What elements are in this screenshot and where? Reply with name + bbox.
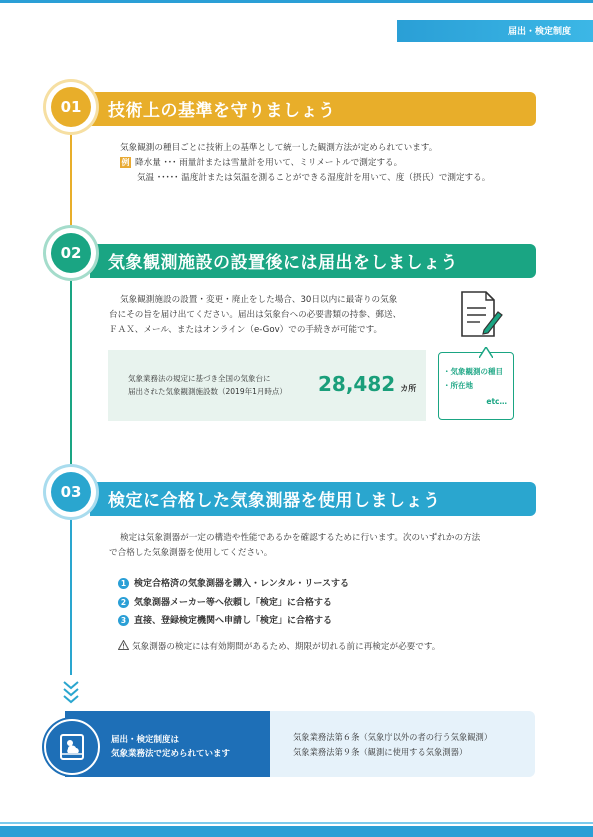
- footer-right-line-1: 気象業務法第６条（気象庁以外の者の行う気象観測）: [293, 732, 493, 742]
- chevron-down-icon: [61, 680, 81, 706]
- section-1-body: 気象観測の種目ごとに技術上の基準として統一した観測方法が定められています。: [120, 143, 438, 153]
- section-2-body-3: ＦＡＸ、メール、またはオンライン（e-Gov）での手続きが可能です。: [109, 325, 383, 335]
- section-1-badge-inner: [51, 87, 91, 127]
- example-badge: 例: [121, 158, 130, 167]
- document-icon: [458, 290, 504, 338]
- section-1-example-2: 気温 ･････ 温度計または気温を測ることができる湿度計を用いて、度（摂氏）で測定する。: [137, 173, 491, 183]
- note-etc: etc…: [486, 397, 507, 406]
- section-1-number: 01: [60, 98, 82, 116]
- section-1-example-1: [120, 156, 402, 171]
- option-1-number: 1: [118, 578, 129, 589]
- top-stripe: [0, 0, 593, 3]
- section-2-badge-inner: [51, 233, 91, 273]
- section-3-body-2: で合格した気象測器を使用してください。: [109, 548, 273, 558]
- section-1-badge: [46, 82, 96, 132]
- footer-left-line-2: 気象業務法で定められています: [111, 749, 231, 759]
- stat-box: [108, 350, 426, 421]
- section-2-body-2: 台にその旨を届け出てください。届出は気象台への必要書類の持参、郵送、: [109, 310, 402, 320]
- section-3-number: 03: [60, 483, 82, 501]
- section-1-title: 技術上の基準を守りましょう: [108, 101, 336, 121]
- stat-value-wrap: [318, 372, 416, 396]
- section-1-bar: [90, 92, 536, 126]
- section-2-title: 気象観測施設の設置後には届出をしましょう: [108, 253, 458, 273]
- connector-line-1: [70, 126, 72, 240]
- option-2-number: 2: [118, 597, 129, 608]
- connector-line-3: [70, 510, 72, 675]
- bottom-stripe-light: [0, 822, 593, 824]
- law-book-icon: [44, 719, 100, 775]
- warning-line: [118, 640, 440, 653]
- option-3-number: 3: [118, 615, 129, 626]
- section-2-bar: [90, 244, 536, 278]
- stat-unit: カ所: [400, 384, 417, 393]
- footer-left-line-1: 届出・検定制度は: [111, 735, 180, 745]
- warning-icon: [118, 640, 129, 653]
- section-3-badge: [46, 467, 96, 517]
- option-2: [118, 595, 332, 608]
- note-item-2: ・所在地: [443, 381, 473, 390]
- section-2-body-1: 気象観測施設の設置・変更・廃止をした場合、30日以内に最寄りの気象: [120, 295, 398, 305]
- option-3: [118, 613, 332, 626]
- warning-text: 気象測器の検定には有効期間があるため、期限が切れる前に再検定が必要です。: [132, 642, 441, 652]
- section-3-bar: [90, 482, 536, 516]
- section-3-title: 検定に合格した気象測器を使用しましょう: [108, 491, 441, 511]
- stat-label-1: 気象業務法の規定に基づき全国の気象台に: [128, 374, 271, 383]
- section-3-body-1: 検定は気象測器が一定の構造や性能であるかを確認するために行います。次のいずれかの方法: [120, 533, 481, 543]
- option-1: [118, 576, 349, 589]
- stat-label-2: 届出された気象観測施設数（2019年1月時点）: [128, 387, 287, 396]
- note-pointer: [479, 343, 493, 354]
- header-tab: [397, 20, 593, 42]
- option-2-text: 気象測器メーカー等へ依頼し「検定」に合格する: [134, 598, 332, 608]
- note-box: [438, 352, 514, 420]
- stat-value: 28,482: [318, 372, 396, 396]
- header-tab-label: 届出・検定制度: [507, 27, 571, 37]
- connector-line-2: [70, 280, 72, 470]
- option-1-text: 検定合格済の気象測器を購入・レンタル・リースする: [134, 579, 349, 589]
- footer-right-line-2: 気象業務法第９条（観測に使用する気象測器）: [293, 747, 468, 757]
- section-2-number: 02: [60, 244, 82, 262]
- section-3-badge-inner: [51, 472, 91, 512]
- example-line-1: 降水量 ･･･ 雨量計または雪量計を用いて、ミリメートルで測定する。: [135, 158, 403, 168]
- bottom-stripe: [0, 826, 593, 837]
- footer-box: [65, 711, 535, 777]
- section-2-badge: [46, 228, 96, 278]
- note-item-1: ・気象観測の種目: [443, 367, 503, 376]
- option-3-text: 直接、登録検定機関へ申請し「検定」に合格する: [134, 616, 333, 626]
